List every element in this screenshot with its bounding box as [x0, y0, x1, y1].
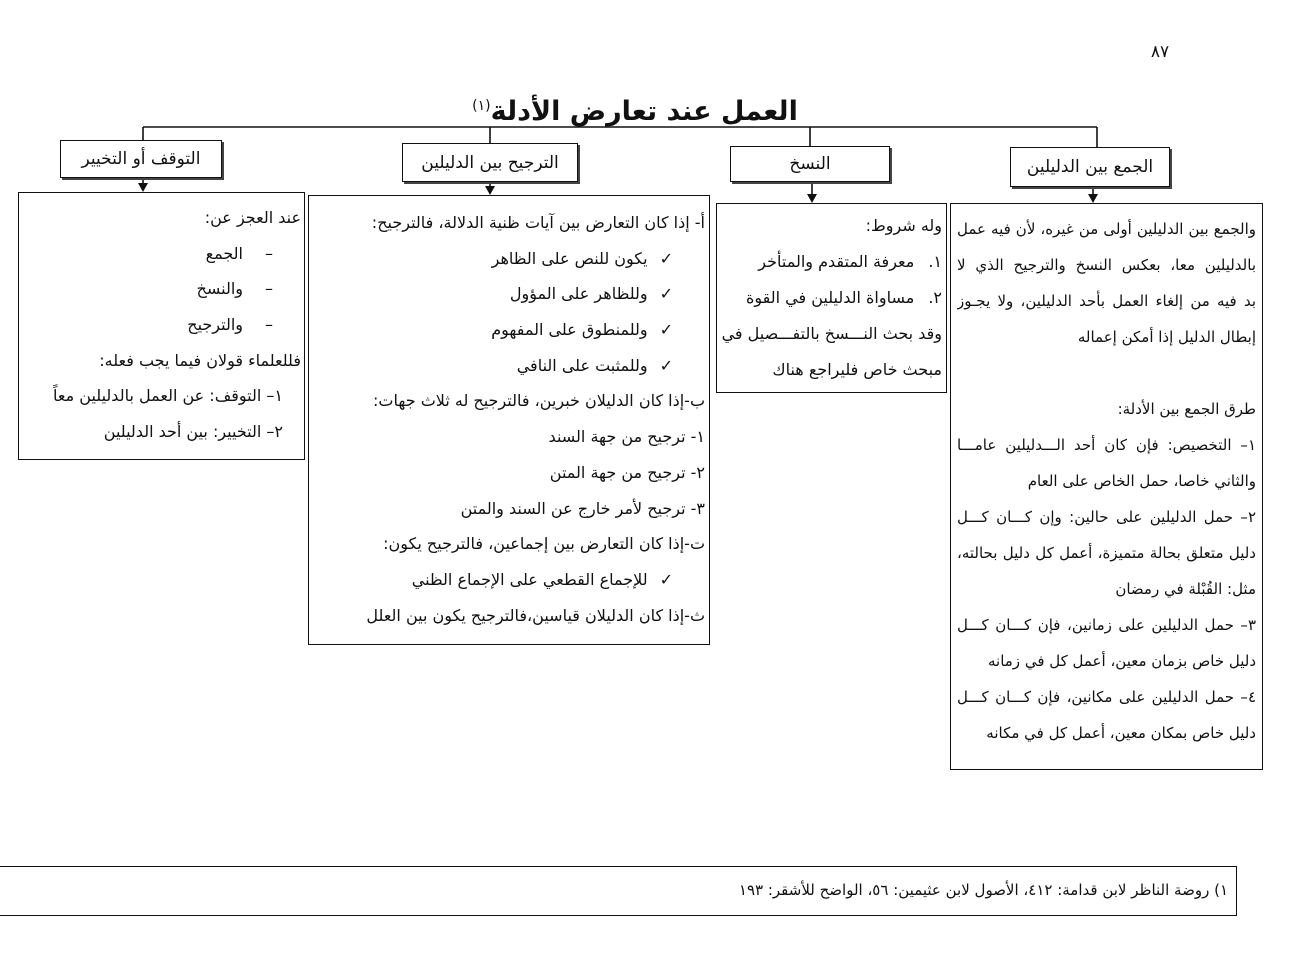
checkmark-icon: ✓ — [659, 284, 673, 304]
content-naskh-box — [716, 203, 947, 393]
arrow-head-tawaqquf — [138, 183, 148, 192]
dash-marker: – — [265, 243, 273, 263]
jam-line: ٣– حمل الدليلين على زمانين، فإن كـــان كـــل — [957, 616, 1256, 634]
checkmark-icon: ✓ — [659, 320, 673, 340]
heading-jam-box — [1010, 147, 1170, 187]
content-tarjih-box — [308, 195, 710, 645]
jam-spacer — [957, 355, 1256, 391]
checkmark-icon: ✓ — [659, 569, 673, 589]
tarjih-check-item — [315, 562, 705, 598]
jam-line: ٤– حمل الدليلين على مكانين، فإن كـــان كـــل — [957, 688, 1256, 706]
number-marker: ١. — [928, 252, 942, 271]
naskh-condition-text: معرفة المتقدم والمتأخر — [758, 252, 915, 271]
heading-naskh: النسخ — [789, 154, 831, 174]
tawaqquf-line: فللعلماء قولان فيما يجب فعله: — [99, 350, 301, 370]
content-tawaqquf-box — [18, 192, 305, 460]
jam-line: إبطال الدليل إذا أمكن إعماله — [1077, 328, 1256, 346]
tarjih-check-item — [315, 276, 705, 312]
naskh-condition-item — [722, 280, 942, 316]
checkmark-icon: ✓ — [659, 248, 673, 268]
tawaqquf-dash-item — [24, 271, 301, 307]
jam-line: دليل خاص بمكان معين، أعمل كل في مكانه — [986, 724, 1256, 742]
heading-tarjih: الترجيح بين الدليلين — [421, 152, 559, 173]
tarjih-case-line: ب-إذا كان الدليلان خبرين، فالترجيح له ثلاث جهات: — [373, 391, 705, 411]
jam-line: دليل متعلق بحالة متميزة، أعمل كل دليل بحالته، — [957, 544, 1256, 562]
jam-line: دليل خاص بزمان معين، أعمل كل في زمانه — [987, 652, 1256, 670]
number-marker: ٢. — [928, 288, 942, 307]
jam-line: بالدليلين معا، بعكس النسخ والترجيح الذي لا — [957, 256, 1256, 274]
jam-line: ٢– حمل الدليلين على حالين: وإن كـــان كـــل — [957, 508, 1256, 526]
tawaqquf-dash-item — [24, 236, 301, 272]
tarjih-line: ١- ترجيح من جهة السند — [548, 427, 705, 447]
heading-tarjih-box — [402, 143, 578, 182]
tarjih-check-item — [315, 241, 705, 277]
tawaqquf-line: عند العجز عن: — [204, 208, 301, 227]
tarjih-check-text: وللمنطوق على المفهوم — [491, 320, 648, 340]
heading-jam: الجمع بين الدليلين — [1026, 157, 1154, 177]
tarjih-check-item — [315, 312, 705, 348]
arrow-head-tarjih — [485, 186, 495, 195]
tarjih-line: ٣- ترجيح لأمر خارج عن السند والمتن — [460, 498, 705, 518]
tawaqquf-dash-text: والترجيح — [187, 315, 243, 335]
arrow-head-naskh — [807, 194, 817, 203]
tawaqquf-dash-item — [24, 307, 301, 343]
jam-line: ١– التخصيص: فإن كان أحد الـــدليلين عامـــا — [957, 436, 1256, 454]
tarjih-check-item — [315, 348, 705, 384]
arrow-head-jam — [1088, 194, 1098, 203]
jam-line: والثاني خاصا، حمل الخاص على العام — [1027, 472, 1256, 490]
footnote: ١) روضة الناظر لابن قدامة: ٤١٢، الأصول لابن عثيمين: ٥٦، الواضح للأشقر: ١٩٣ — [0, 866, 1237, 916]
naskh-line: وله شروط: — [865, 216, 942, 235]
naskh-condition-item — [722, 244, 942, 280]
tawaqquf-dash-text: والنسخ — [196, 279, 243, 299]
tarjih-case-line: أ- إذا كان التعارض بين آيات ظنية الدلالة، فالترجيح: — [371, 213, 705, 232]
heading-naskh-box — [730, 146, 890, 182]
dash-marker: – — [265, 279, 273, 299]
page-number: ٨٧ — [1150, 42, 1170, 62]
tarjih-line: ٢- ترجيح من جهة المتن — [549, 462, 705, 482]
jam-line: بد فيه من إلغاء العمل بأحد الدليلين، ولا يجـوز — [957, 292, 1256, 310]
tarjih-case-line: ث-إذا كان الدليلان قياسين،فالترجيح يكون بين العلل — [366, 605, 705, 625]
title-footnote-marker: (١) — [472, 98, 491, 114]
content-jam-box — [950, 203, 1263, 770]
diagram-title — [385, 84, 885, 128]
checkmark-icon: ✓ — [659, 355, 673, 375]
tawaqquf-line: ١– التوقف: عن العمل بالدليلين معاً — [53, 386, 283, 406]
tarjih-check-text: للإجماع القطعي على الإجماع الظني — [411, 569, 648, 589]
jam-line: والجمع بين الدليلين أولى من غيره، لأن فيه عمل — [957, 220, 1256, 238]
dash-marker: – — [265, 315, 273, 335]
tawaqquf-dash-text: الجمع — [205, 243, 243, 263]
tarjih-check-text: وللظاهر على المؤول — [509, 284, 648, 304]
title-text: العمل عند تعارض الأدلة — [490, 96, 798, 127]
naskh-condition-text: مساواة الدليلين في القوة — [746, 288, 915, 307]
tarjih-check-text: وللمثبت على النافي — [516, 355, 648, 375]
jam-line: مثل: القُبْلة في رمضان — [1115, 580, 1256, 598]
jam-methods-heading: طرق الجمع بين الأدلة: — [1117, 400, 1256, 418]
tawaqquf-line: ٢– التخيير: بين أحد الدليلين — [103, 422, 283, 442]
tarjih-case-line: ت-إذا كان التعارض بين إجماعين، فالترجيح يكون: — [383, 534, 705, 554]
naskh-line: وقد بحث النـــسخ بالتفـــصيل في — [722, 324, 942, 343]
tarjih-check-text: يكون للنص على الظاهر — [491, 248, 648, 268]
heading-tawaqquf-box — [60, 140, 222, 178]
heading-tawaqquf: التوقف أو التخيير — [81, 149, 201, 169]
naskh-line: مبحث خاص فليراجع هناك — [772, 360, 942, 379]
